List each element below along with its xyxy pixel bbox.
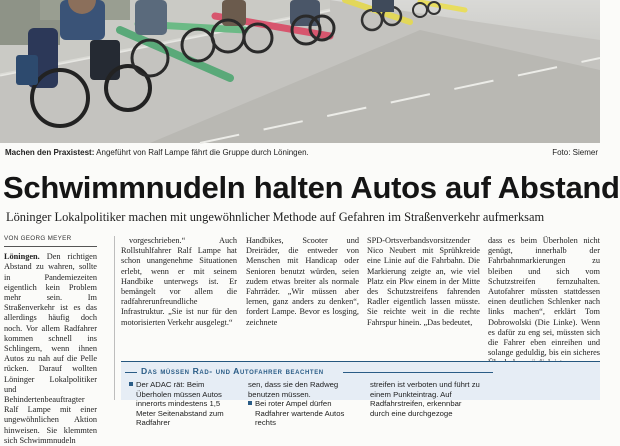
photo-scene (0, 0, 600, 143)
info-box-text: streifen ist verboten und führt zu einem Punkteintrag. Auf Radfahrstreifen, erkennbar durch eine durchgezoge (370, 380, 480, 418)
dateline: Löningen. (4, 252, 40, 262)
article-column-1 (4, 234, 97, 446)
article-subhead: Löninger Lokalpolitiker machen mit ungewöhnlicher Methode auf Gefahren im Straßenverkehr aufmerksam (6, 210, 545, 224)
article-headline: Schwimmnudeln halten Autos auf Abstand (3, 170, 620, 205)
info-box-column-3 (370, 380, 482, 418)
column-5-text-a: dass es beim Überholen nicht genügt, innerhalb der Fahrbahnmarkierungen zu bleiben und sich vom Schutzstreifen fernzuhalten. Autofahrer müssten stattdessen einen deutlichen Schlenker nach links machen“, erklärt Tom Dobrowolski (Die Linke). Wenn es dafür zu eng sei, müssten sich die Fahrer eben einreihen und solange geduldig, bis ein sicheres (488, 236, 600, 358)
info-box (121, 361, 600, 428)
info-box-item: Bei roter Ampel dürfen Radfahrer wartende Autos rechts (248, 399, 365, 428)
article-author: VON GEORG MEYER (4, 235, 72, 242)
column-divider (114, 236, 115, 400)
article-column-3 (246, 236, 359, 328)
caption-label: Machen den Praxistest: (5, 148, 95, 157)
author-divider (4, 246, 97, 247)
photo-credit: Foto: Siemer (552, 148, 598, 157)
info-box-column-2 (248, 380, 365, 428)
column-2-text: vorgeschrieben.“ Auch Rollstuhlfahrer Ralf Lampe hat schon unangenehme Situationen erlebt, wenn er mit seinem Handbike unterwegs ist. Er bemängelt vor allem die radfahrerunfreundliche Infrastruktur. „Sie ist nur für den motorisierten Verkehr ausgelegt.“ (121, 236, 237, 327)
column-4-text: SPD-Ortsverbandsvorsitzender Nico Neubert mit Sprühkreide eine Linie auf die Fahrbahn. Die Markierung zeigte an, wie viel Platz ein Pkw einem in der Mitte des Schutzstreifens fahrenden Radler eigentlich lassen müsste. Sie reichte weit in die rechte Fahrspur hinein. „Das bedeutet, (367, 236, 480, 327)
column-1-body: Den richtigen Abstand zu wahren, sollte in Pandemiezeiten eigentlich kein Problem mehr sein. Im Straßenverkehr ist es das allerdings häufig doch noch. Vor allem Radfahrer kommen schnell ins Schlingern, wenn ihnen Autos zu nah auf die Pelle rücken. Darauf wollten Löninger Lokalpolitiker und Behindertenbeauftragter Ralf Lampe mit einer ungewöhnlichen Aktion hinweisen. Sie klemmten sich Schwimmnudeln (4, 252, 97, 445)
photo-caption-bar (0, 143, 600, 163)
column-3-text: Handbikes, Scooter und Dreiräder, die entweder von Menschen mit Handicap oder Senioren benutzt würden, seien zudem etwas breiter als normale Fahrräder. „Wir müssen aber lernen, ganz anders zu denken“, fordert Lampe. Bevor es losging, zeichnete (246, 236, 359, 327)
info-box-column-1 (129, 380, 241, 428)
info-box-item: Der ADAC rät: Beim Überholen müssen Autos innerorts mindestens 1,5 Meter Seitenabstand zum Radfahrer (129, 380, 241, 428)
box-title-rule-right (343, 372, 493, 373)
caption-text: Angeführt von Ralf Lampe fährt die Gruppe durch Löningen. (94, 148, 309, 157)
article-column-4 (367, 236, 480, 328)
photo-caption (5, 143, 309, 163)
article-column-2 (121, 236, 237, 328)
info-box-title: Das müssen Rad- und Autofahrer beachten (141, 366, 324, 376)
info-box-text: sen, dass sie den Radweg benutzen müssen. (248, 380, 339, 399)
column-1-text (4, 252, 97, 446)
box-title-rule-left (125, 372, 137, 373)
article-photo (0, 0, 600, 143)
